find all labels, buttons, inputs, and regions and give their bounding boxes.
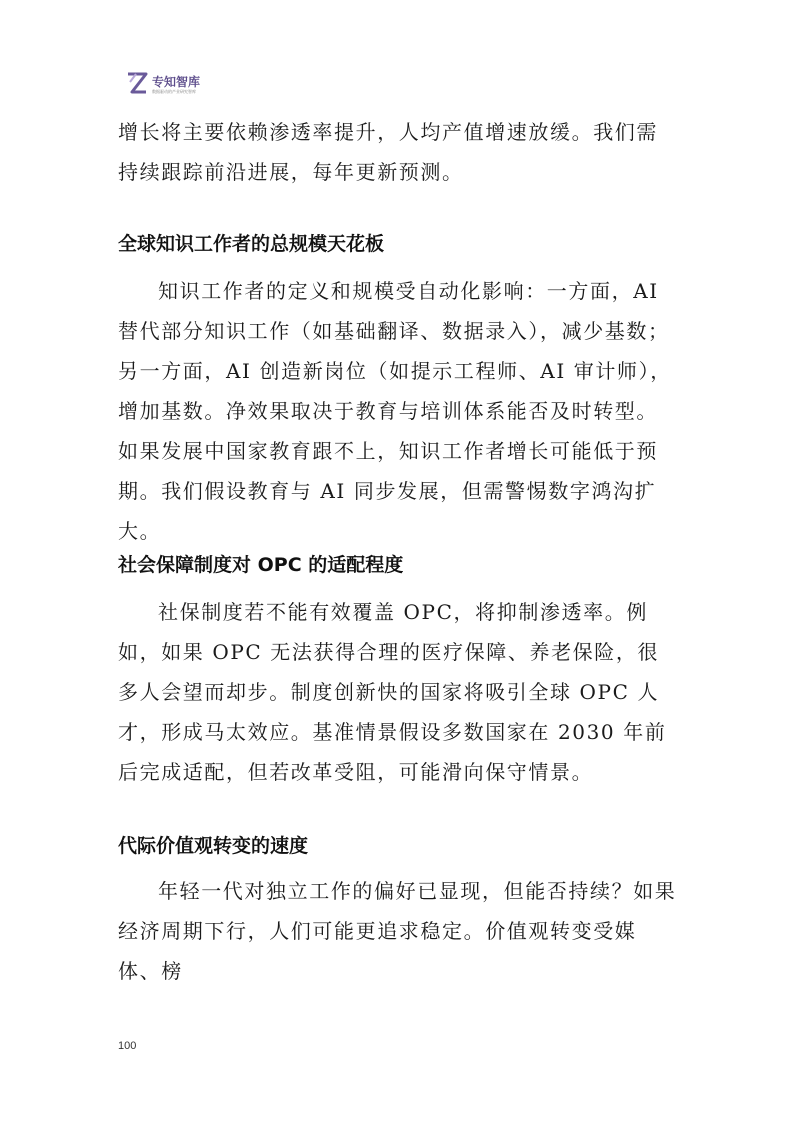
section-heading-knowledge-workers: 全球知识工作者的总规模天花板 (118, 233, 385, 255)
paragraph-social-security: 社保制度若不能有效覆盖 OPC，将抑制渗透率。例如，如果 OPC 无法获得合理的医疗保障、养老保险，很多人会望而却步。制度创新快的国家将吸引全球 OPC 人才，形成马太效应。基准情景假设多数国家在 2030 年前后完成适配，但若改革受阻，可能滑向保守情景。 (118, 600, 667, 784)
brand-tagline: 数据驱动的产业研究智库 (152, 89, 196, 94)
section-heading-social-security: 社会保障制度对 OPC 的适配程度 (118, 554, 404, 576)
paragraph-generational-values: 年轻一代对独立工作的偏好已显现，但能否持续？如果经济周期下行，人们可能更追求稳定。价值观转变受媒体、榜 (118, 879, 677, 983)
page-number: 100 (118, 1040, 137, 1052)
zhuanzhi-logo-icon (126, 70, 148, 96)
brand-name: 专知智库 (152, 75, 201, 89)
paragraph-knowledge-workers: 知识工作者的定义和规模受自动化影响：一方面，AI 替代部分知识工作（如基础翻译、数据录入），减少基数；另一方面，AI 创造新岗位（如提示工程师、AI 审计师），增加基数。净效果取决于教育与培训体系能否及时转型。如果发展中国家教育跟不上，知识工作者增长可能低于预期。我们假设教育与 AI 同步发展，但需警惕数字鸿沟扩大。 (118, 279, 672, 543)
paragraph-continued: 增长将主要依赖渗透率提升，人均产值增速放缓。我们需持续跟踪前沿进展，每年更新预测。 (118, 120, 658, 184)
section-heading-generational-values: 代际价值观转变的速度 (118, 835, 309, 857)
